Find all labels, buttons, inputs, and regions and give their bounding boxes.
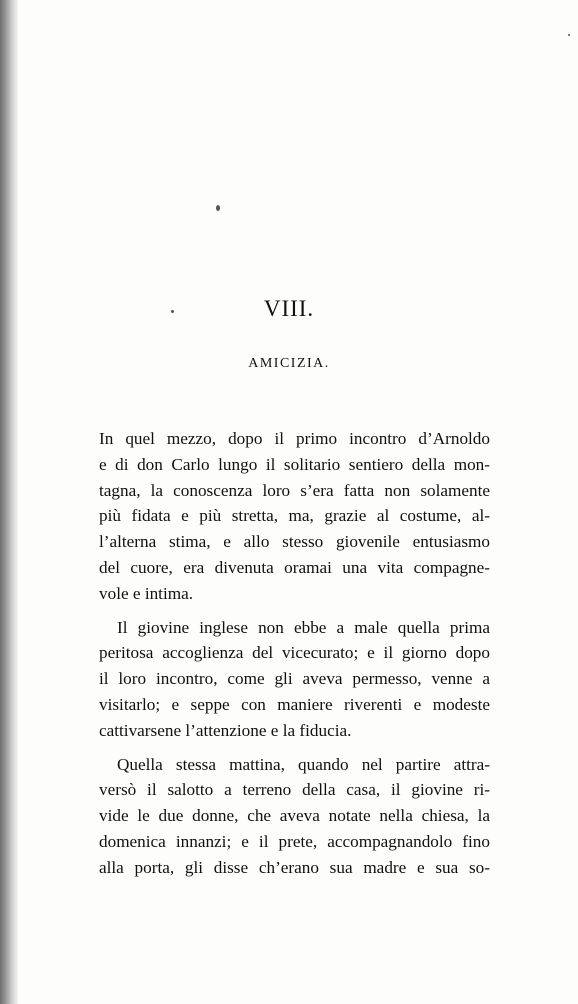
paragraph: [99, 752, 490, 881]
text-line: più fidata e più stretta, ma, grazie al costume, al-: [99, 506, 490, 526]
ink-speck: [568, 34, 570, 36]
text-line: vole e intima.: [99, 583, 194, 603]
page-spine-shadow: [0, 0, 18, 1004]
text-line: l’alterna stima, e allo stesso giovenile entusiasmo: [99, 532, 490, 552]
text-line: e di don Carlo lungo il solitario sentiero della mon-: [99, 454, 490, 474]
paragraph: [99, 426, 490, 607]
text-line: tagna, la conoscenza loro s’era fatta non solamente: [99, 480, 490, 500]
text-line: Quella stessa mattina, quando nel partire attra-: [117, 754, 490, 774]
text-line: versò il salotto a terreno della casa, il giovine ri-: [99, 780, 490, 800]
text-line: Il giovine inglese non ebbe a male quella prima: [117, 617, 490, 637]
text-line: del cuore, era divenuta oramai una vita compagne-: [99, 557, 490, 577]
text-line: visitarlo; e seppe con maniere riverenti e modeste: [99, 694, 490, 714]
chapter-title: AMICIZIA.: [248, 356, 330, 371]
text-line: alla porta, gli disse ch’erano sua madre e sua so-: [99, 857, 490, 877]
chapter-body: [99, 426, 490, 881]
chapter-number: VIII.: [263, 296, 315, 321]
text-line: In quel mezzo, dopo il primo incontro d’Arnoldo: [99, 429, 490, 448]
text-line: peritosa accoglienza del vicecurato; e il giorno dopo: [99, 643, 490, 663]
ink-speck: [216, 205, 220, 211]
text-line: cattivarsene l’attenzione e la fiducia.: [99, 720, 352, 740]
text-line: domenica innanzi; e il prete, accompagnandolo fino: [99, 831, 490, 851]
text-line: il loro incontro, come gli aveva permesso, venne a: [99, 669, 490, 689]
text-line: vide le due donne, che aveva notate nella chiesa, la: [99, 806, 490, 826]
paragraph: [99, 615, 490, 744]
